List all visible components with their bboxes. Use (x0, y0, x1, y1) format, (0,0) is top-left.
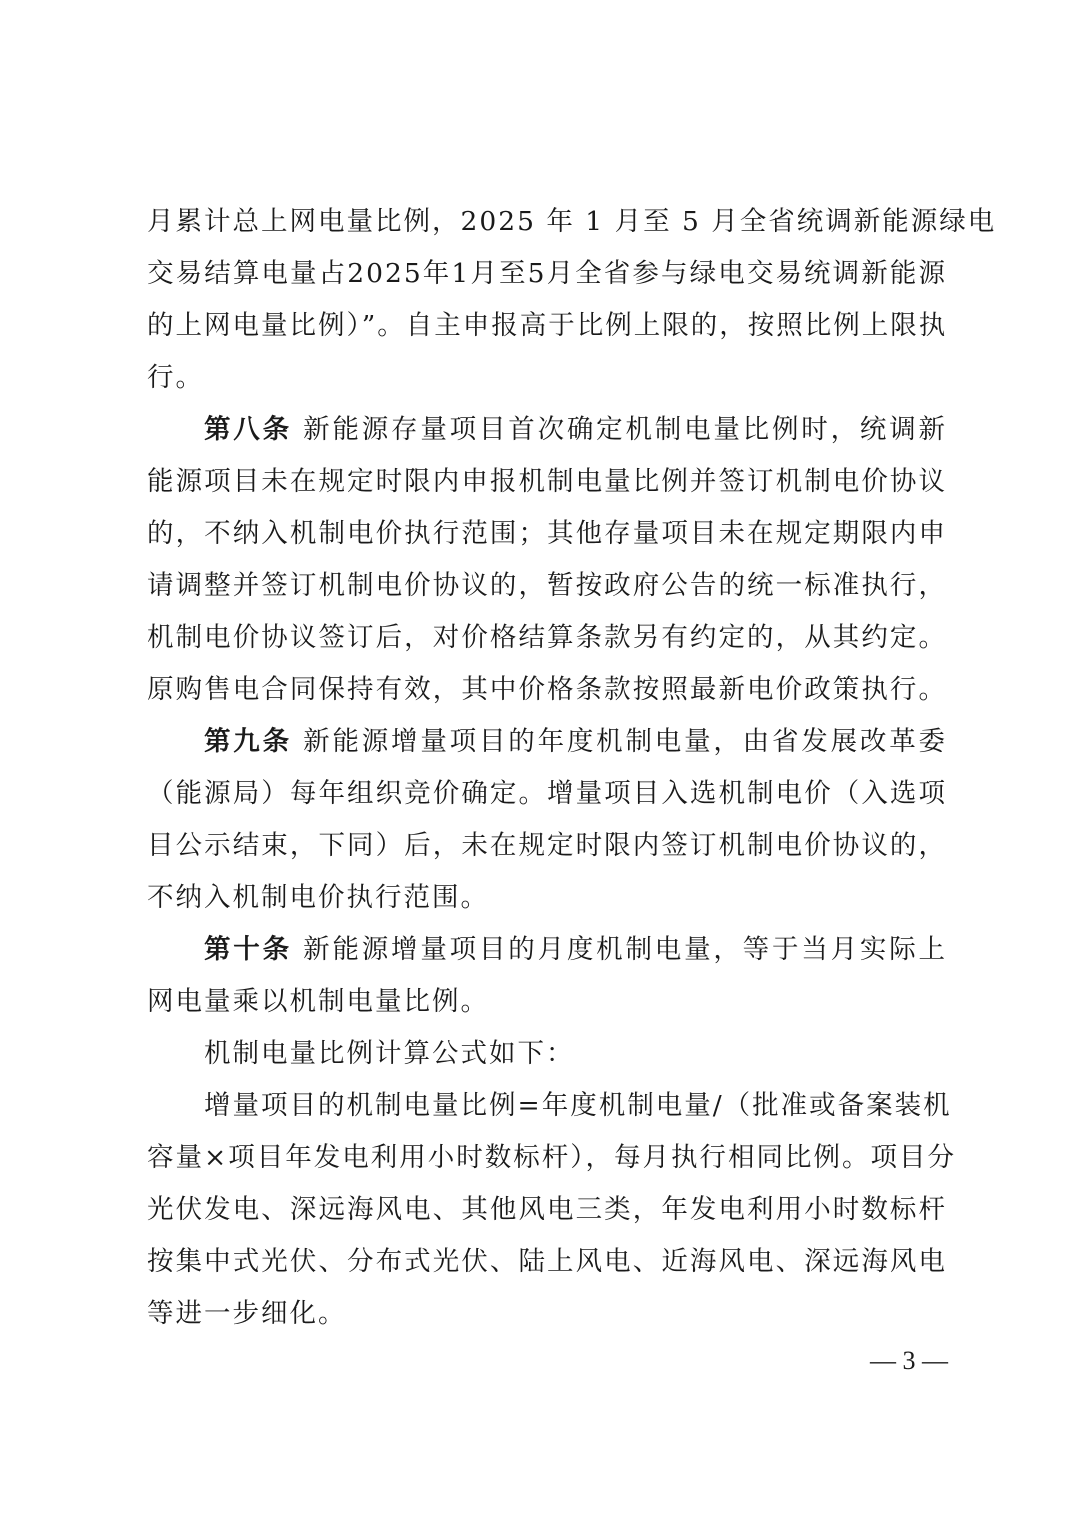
text-line-7 (147, 508, 947, 560)
line-text: 容量×项目年发电利用小时数标杆），每月执行相同比例。项目分 (147, 1142, 956, 1173)
line-text: 光伏发电、深远海风电、其他风电三类，年发电利用小时数标杆 (147, 1194, 947, 1225)
line-text: 增量项目的机制电量比例=年度机制电量/（批准或备案装机 (204, 1090, 952, 1121)
text-line-8 (147, 560, 947, 612)
text-line-21 (147, 1236, 947, 1288)
text-line-1 (147, 196, 997, 248)
line-text: 按集中式光伏、分布式光伏、陆上风电、近海风电、深远海风电 (147, 1246, 947, 1277)
text-line-3 (147, 300, 947, 352)
line-text: 不纳入机制电价执行范围。 (147, 882, 489, 913)
line-text: 等进一步细化。 (147, 1298, 347, 1329)
article-9-label: 第九条 (204, 726, 292, 757)
text-line-14 (147, 872, 947, 924)
article-8-label: 第八条 (204, 414, 292, 445)
line-text: 新能源增量项目的月度机制电量，等于当月实际上 (291, 934, 948, 965)
line-text: 交易结算电量占2025年1月至5月全省参与绿电交易统调新能源 (147, 258, 947, 289)
document-page (147, 196, 997, 1340)
line-text: 原购售电合同保持有效，其中价格条款按照最新电价政策执行。 (147, 674, 947, 705)
text-line-13 (147, 820, 947, 872)
formula-intro-line (147, 1028, 947, 1080)
line-text: 新能源增量项目的年度机制电量，由省发展改革委 (291, 726, 948, 757)
text-line-20 (147, 1184, 947, 1236)
text-line-4 (147, 352, 947, 404)
article-10-label: 第十条 (204, 934, 292, 965)
article-8-heading-line (147, 404, 947, 456)
text-line-9 (147, 612, 947, 664)
text-line-2 (147, 248, 947, 300)
line-text: 的，不纳入机制电价执行范围；其他存量项目未在规定期限内申 (147, 518, 947, 549)
article-9-heading-line (147, 716, 947, 768)
line-text: 机制电价协议签订后，对价格结算条款另有约定的，从其约定。 (147, 622, 947, 653)
text-line-16 (147, 976, 947, 1028)
text-line-10 (147, 664, 947, 716)
line-text: 请调整并签订机制电价协议的，暂按政府公告的统一标准执行， (147, 570, 947, 601)
page-number: — 3 — (870, 1346, 948, 1375)
line-text: 行。 (147, 362, 204, 393)
line-text: 的上网电量比例）”。自主申报高于比例上限的，按照比例上限执 (147, 310, 948, 341)
line-text: 目公示结束，下同）后，未在规定时限内签订机制电价协议的， (147, 830, 947, 861)
formula-line (147, 1080, 952, 1132)
text-line-19 (147, 1132, 956, 1184)
text-line-12 (147, 768, 947, 820)
article-10-heading-line (147, 924, 947, 976)
line-text: 机制电量比例计算公式如下： (204, 1038, 575, 1069)
line-text: （能源局）每年组织竞价确定。增量项目入选机制电价（入选项 (147, 778, 947, 809)
text-line-22 (147, 1288, 947, 1340)
line-text: 网电量乘以机制电量比例。 (147, 986, 489, 1017)
text-line-6 (147, 456, 947, 508)
line-text: 新能源存量项目首次确定机制电量比例时，统调新 (291, 414, 948, 445)
line-text: 能源项目未在规定时限内申报机制电量比例并签订机制电价协议 (147, 466, 947, 497)
line-text: 月累计总上网电量比例，2025 年 1 月至 5 月全省统调新能源绿电 (147, 206, 997, 237)
